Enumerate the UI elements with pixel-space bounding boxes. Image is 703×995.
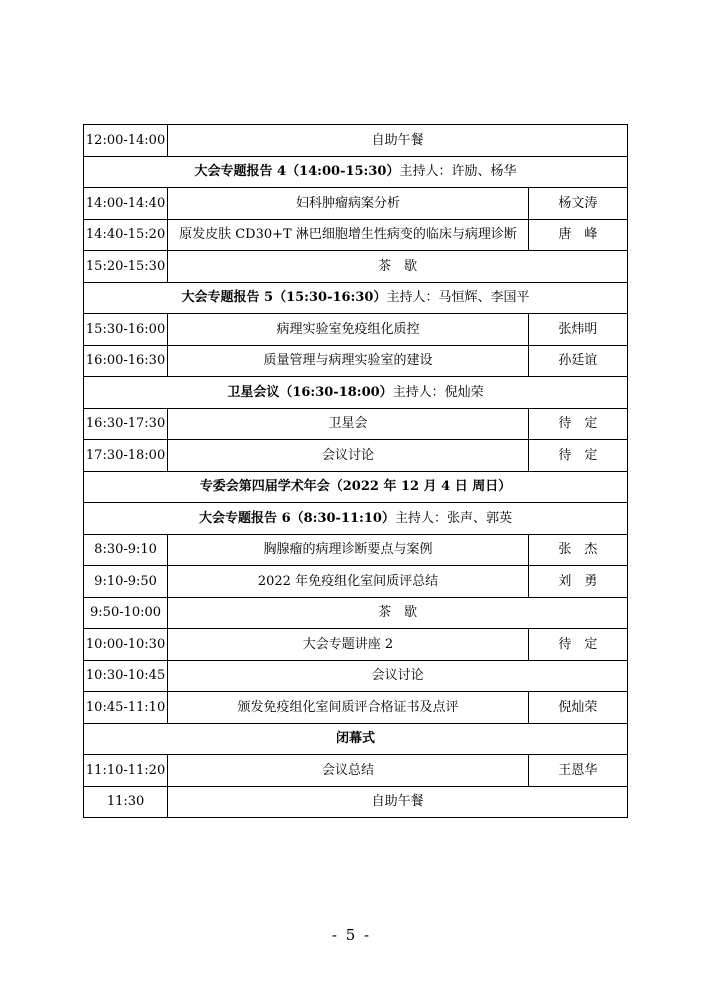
time-cell: 15:30-16:00 — [84, 314, 168, 346]
schedule-row — [84, 282, 628, 314]
time-cell: 14:00-14:40 — [84, 188, 168, 220]
speaker-cell: 待 定 — [528, 629, 627, 661]
speaker-cell: 张 杰 — [528, 534, 627, 566]
schedule-row — [84, 786, 628, 818]
session-header — [84, 377, 628, 409]
session-header — [84, 503, 628, 535]
schedule-row — [84, 629, 628, 661]
schedule-row — [84, 345, 628, 377]
schedule-row — [84, 408, 628, 440]
session-header — [84, 282, 628, 314]
schedule-row — [84, 566, 628, 598]
speaker-cell: 刘 勇 — [528, 566, 627, 598]
topic-cell: 2022 年免疫组化室间质评总结 — [168, 566, 529, 598]
session-title: 卫星会议（16:30-18:00） — [227, 384, 393, 400]
schedule-table — [83, 124, 628, 818]
topic-cell: 原发皮肤 CD30+T 淋巴细胞增生性病变的临床与病理诊断 — [168, 219, 529, 251]
schedule-row — [84, 503, 628, 535]
schedule-row — [84, 692, 628, 724]
schedule-row — [84, 723, 628, 755]
schedule-row — [84, 755, 628, 787]
session-header — [84, 471, 628, 503]
topic-cell: 自助午餐 — [168, 125, 628, 157]
time-cell: 14:40-15:20 — [84, 219, 168, 251]
topic-cell: 胸腺瘤的病理诊断要点与案例 — [168, 534, 529, 566]
session-host: 主持人：张声、郭英 — [394, 510, 512, 526]
speaker-cell: 倪灿荣 — [528, 692, 627, 724]
time-cell: 9:10-9:50 — [84, 566, 168, 598]
schedule-row — [84, 377, 628, 409]
schedule-row — [84, 314, 628, 346]
page-number: - 5 - — [331, 926, 372, 944]
topic-cell: 颁发免疫组化室间质评合格证书及点评 — [168, 692, 529, 724]
speaker-cell: 杨文涛 — [528, 188, 627, 220]
speaker-cell: 待 定 — [528, 440, 627, 472]
topic-cell: 会议讨论 — [168, 440, 529, 472]
topic-cell: 质量管理与病理实验室的建设 — [168, 345, 529, 377]
session-host: 主持人：许励、杨华 — [399, 164, 517, 180]
schedule-row — [84, 219, 628, 251]
schedule-row — [84, 660, 628, 692]
session-title: 大会专题报告 6（8:30-11:10） — [199, 510, 395, 526]
time-cell: 16:00-16:30 — [84, 345, 168, 377]
topic-cell: 茶 歇 — [168, 251, 628, 283]
time-cell: 11:10-11:20 — [84, 755, 168, 787]
time-cell: 16:30-17:30 — [84, 408, 168, 440]
topic-cell: 会议讨论 — [168, 660, 628, 692]
schedule-row — [84, 440, 628, 472]
schedule-row — [84, 534, 628, 566]
topic-cell: 妇科肿瘤病案分析 — [168, 188, 529, 220]
speaker-cell: 王恩华 — [528, 755, 627, 787]
schedule-row — [84, 251, 628, 283]
schedule-body — [84, 125, 628, 818]
time-cell: 10:30-10:45 — [84, 660, 168, 692]
time-cell: 17:30-18:00 — [84, 440, 168, 472]
session-host: 主持人：倪灿荣 — [392, 384, 484, 400]
topic-cell: 卫星会 — [168, 408, 529, 440]
time-cell: 15:20-15:30 — [84, 251, 168, 283]
topic-cell: 会议总结 — [168, 755, 529, 787]
speaker-cell: 待 定 — [528, 408, 627, 440]
schedule-row — [84, 156, 628, 188]
session-header — [84, 723, 628, 755]
time-cell: 12:00-14:00 — [84, 125, 168, 157]
topic-cell: 茶 歇 — [168, 597, 628, 629]
topic-cell: 大会专题讲座 2 — [168, 629, 529, 661]
time-cell: 10:00-10:30 — [84, 629, 168, 661]
session-header — [84, 156, 628, 188]
schedule-row — [84, 471, 628, 503]
session-title: 大会专题报告 4（14:00-15:30） — [194, 164, 400, 180]
speaker-cell: 唐 峰 — [528, 219, 627, 251]
time-cell: 8:30-9:10 — [84, 534, 168, 566]
topic-cell: 自助午餐 — [168, 786, 628, 818]
session-title: 大会专题报告 5（15:30-16:30） — [181, 290, 387, 306]
schedule-row — [84, 188, 628, 220]
speaker-cell: 孙廷谊 — [528, 345, 627, 377]
time-cell: 9:50-10:00 — [84, 597, 168, 629]
time-cell: 10:45-11:10 — [84, 692, 168, 724]
schedule-row — [84, 597, 628, 629]
topic-cell: 病理实验室免疫组化质控 — [168, 314, 529, 346]
session-host: 主持人：马恒辉、李国平 — [386, 290, 530, 306]
time-cell: 11:30 — [84, 786, 168, 818]
speaker-cell: 张炜明 — [528, 314, 627, 346]
schedule-row — [84, 125, 628, 157]
session-title: 闭幕式 — [335, 731, 375, 747]
session-title: 专委会第四届学术年会（2022 年 12 月 4 日 周日） — [199, 479, 512, 495]
